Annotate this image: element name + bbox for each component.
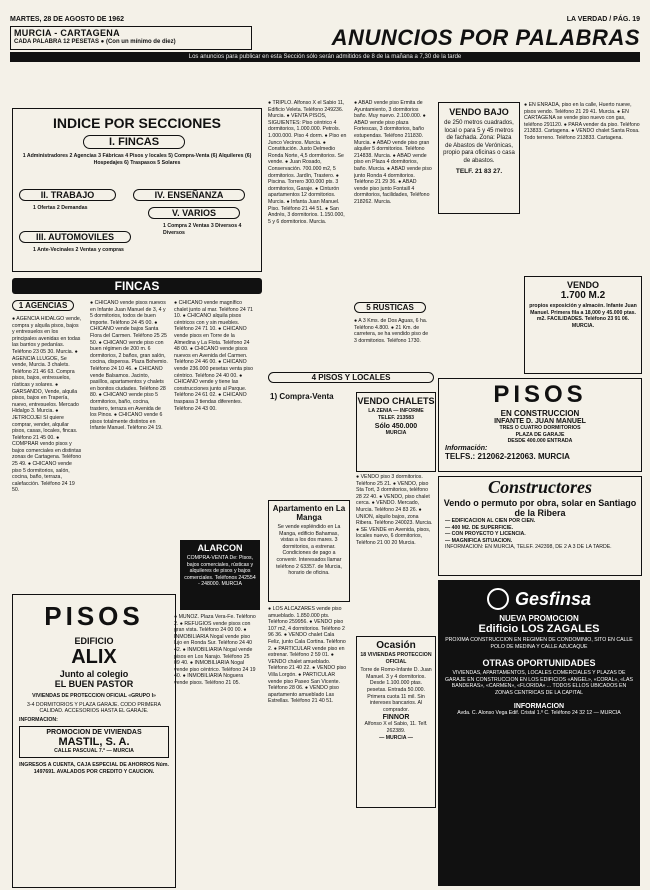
pisos-construccion-info: Información: [445,444,488,452]
fincas-bar [12,278,262,294]
gesfinsa-logo-row [438,588,640,610]
vendo-chalets-price: Sólo 450.000 [374,423,418,431]
apartamento-title: Apartamento en La Manga [272,504,346,522]
apartamento-body: Se vende espléndido en La Manga, edificio Bahamas, vistas a los dos mares. 3 dormitorios, a estrenar. Condiciones de pago a convenir. Interesados llamar teléfono 2 63357. de Murcia, horario de oficina. [276,524,342,577]
column-3-text: ● CHICANO vende magnífico chalet junto al mar. Teléfono 24 71 10. ● CHICANO alquila pisos céntricos con y sin muebles. Teléfono 24 71 10. ● CHICANO vende pisos en Torre de la Almedina y La Flota. Teléfono 24 48 00. ● CHICANO vende pisos nuevos en Avenida del Carmen. Teléfono 24 46 00. ● CHICANO vende 236.000 pesetas venta piso céntrico. Teléfono 24 40 00. ● CHICANO vende y tiene las construcciones junto al Parque. Teléfono 24 61 02. ● CHICANO traspasa 3 tiendas diferentes. Teléfono 24 43 00. [174,300,254,412]
agencias-label: 1 AGENCIAS [12,300,74,311]
pisos-alix-vivi: VIVIENDAS DE PROTECCION OFICIAL «GRUPO I» [32,693,156,699]
gesfinsa-body2: VIVIENDAS, APARTAMENTOS, LOCALES COMERCIALES Y PLAZAS DE GARAJE EN CONSTRUCCION EN LOS EDIFICIOS «ANGEL», «CORAL», «LAS BANDERAS», «CARMEN», «FLORIDA» ... TODOS ELLOS UBICADOS EN ZONAS CENTRICAS DE LA CAPITAL [445,670,633,696]
index-section-varios: V. VARIOS [148,207,240,219]
column-5-bottom: ● VENDO piso 3 dormitorios. Teléfono 25 21. ● VENDO, piso Sta Tort, 3 dormitorios, teléfono 28 22 40. ● VENDO, piso chalet cerca. ● VENDO. Mercado, Murcia. Teléfono 24 83 26. ● UNION, alquilo bajos, zona Ribera. Teléfono 240023. Murcia. ● SE VENDE en Avenida, pisos, locales nuevo, 6 dormitorios, Teléfono 21 00 20 Murcia. [356,474,433,546]
page-title: ANUNCIOS POR PALABRAS [331,25,640,50]
vendo-chalets-title: VENDO CHALETS [357,396,435,406]
pisos-construccion-line3: TRES O CUATRO DORMITORIOS [499,425,581,431]
ocasion-subtitle: 18 VIVIENDAS PROTECCION OFICIAL [360,652,432,665]
vendo-m2-body: propios exposición y almacén. Infante Juan Manuel. Primera fila a 18,000 y 45.000 ptas. m2. FACILIDADES. Teléfono 23 91 06. MURCIA. [529,303,637,329]
pisos-alix-box [12,594,176,888]
compra-venta-label: 1) Compra-Venta [270,392,334,401]
constructores-box [438,476,642,576]
pisos-alix-body: 3-4 DORMITORIOS Y PLAZA GARAJE. CODO PRIMERA CALIDAD. ACCESORIOS HASTA EL GARAJE. [26,701,162,715]
pisos-construccion-line1: EN CONSTRUCCION [500,409,580,418]
gesfinsa-logo: Gesfinsa [514,588,592,609]
alarcon-title: ALARCON [197,543,243,553]
vendo-chalets-box [356,392,436,472]
index-varios-items: 1 Compra 2 Ventas 3 Diversos 4 Diversos [163,223,242,236]
pisos-construccion-box [438,378,642,472]
gesfinsa-box [438,580,640,886]
vendo-bajo-box [438,102,520,214]
column-5-text: ● ABAD vende piso Ermita de Ayuntamiento, 3 dormitorios baño. Muy nuevo. 2.100.000. ● ABAD vende piso plaza Fortescas, 3 dormitorios, baño estupendas. Teléfono 211830. Murcia. ● ABAD vende piso gran alquiler 5 dormitorios. Teléfono 214838. Murcia. ● ABAD vende piso en Plaza 4 dormitorios, baño. Murcia. ● ABAD vende piso junto Ronda 4 dormitorios. Teléfono 21 29 36. ● ABAD vende piso junto Fontaill 4 dormitorios, facilidades, Teléfono 218262. Murcia. [354,100,432,205]
ocasion-address: Alfonso X el Sabio, 11. Telf. 262389. [364,721,428,734]
column-6-text: ● EN ENRADA, piso en la calle, Huerto nueve, pisos vendo. Teléfono 21 29 41. Murcia. ● EN CARTAGENA se vende piso nuevo con gas, teléfono 291120. ● PARA vender da piso. Teléfono 213833. Cartagena. ● VENDO chalet Santa Rosa. Todo terreno. Teléfono 213833. Cartagena. [524,102,640,141]
index-section-trabajo: II. TRABAJO [19,189,116,201]
alarcon-body: COMPRA-VENTA De: Pisos, bajos comerciales, rústicas y alquileres de pisos y bajos comerciales. Teléfonos 242554 - 248000. MURCIA [184,555,256,588]
pisos-alix-info: INFORMACION: [19,716,58,723]
pisos-locales-label: 4 PISOS Y LOCALES [268,372,434,383]
apartamento-box [268,500,350,602]
pisos-construccion-line2: INFANTE D. JUAN MANUEL [494,418,586,425]
fincas-label: FINCAS [114,279,160,293]
gesfinsa-otras: OTRAS OPORTUNIDADES [482,658,596,669]
gesfinsa-body: PROXIMA CONSTRUCCION EN REGIMEN DE CONDOMINIO, SITO EN CALLE POLO DE MEDINA Y CALLE AZUCAQUE [445,637,633,650]
pisos-construccion-line4: PLAZA DE GARAJE [515,431,565,438]
constructores-title: Constructores [487,477,593,497]
index-section-fincas: I. FINCAS [83,135,185,149]
pisos-alix-sub1: Junto al colegio [59,669,129,679]
pisos-alix-edificio: EDIFICIO [74,636,114,646]
vendo-bajo-title: VENDO BAJO [449,107,509,117]
constructores-b2: — 400 M2. DE SUPERFICIE. [445,524,514,531]
vendo-m2-price: 1.700 M.2 [560,290,606,301]
vendo-m2-title: VENDO [566,280,599,290]
gesfinsa-logo-icon [487,588,509,610]
mastil-promo: PROMOCION DE VIVIENDAS [46,729,142,737]
constructores-body: Vendo o permuto por obra, solar en Santiago de la Ribera [443,498,637,518]
vendo-chalets-location: LA ZENIA — INFORME TELEF. 213583 [368,408,424,421]
vendo-m2-box [524,276,642,374]
column-4-bottom: ● LOS ALCAZARES vende piso amueblado. 1.850.000 pts. Teléfono 259956. ● VENDO piso 107 m2, 4 dormitorios. Teléfono 2 96 36. ● VENDO chalet Cala Feliz, junto Cala Cortina. Teléfono 2. ● PARTICULAR vende piso en estrenar. Teléfono 2 59 01. ● VENDO chalet amueblado. Teléfono 21 40 22. ● VENDO piso Villa Lorgón. ● PARTICULAR vende piso Paseo San Vicente. Teléfono 28 06. ● VENDO piso apartamento amueblado Las Estrellas. Teléfono 21 40 51. [268,606,347,705]
gesfinsa-title: Edificio LOS ZAGALES [478,623,600,635]
rusticas-label: 5 RUSTICAS [354,302,426,313]
header-strip: Los anuncios para publicar en esta Sección sólo serán admitidos de 8 de la mañana a 7,30 de la tarde [10,52,640,62]
pisos-construccion-phones: TELFS.: 212062-212063. MURCIA [445,451,570,461]
index-section-automoviles: III. AUTOMOVILES [19,231,131,243]
mastil-name: MASTIL, S. A. [58,736,130,749]
index-section-ensenanza: IV. ENSEÑANZA [133,189,245,201]
ocasion-body: Torre de Romo-Infante D. Juan Manuel. 3 y 4 dormitorios. Desde 1.100.000 ptas. pesetas. Entrada 50.000. Primera cuota 11 mil. Sin intereses bancarios. Al comprador. [360,667,432,713]
index-title: INDICE POR SECCIONES [52,115,222,131]
word-price-label: CADA PALABRA 12 PESETAS ● (Con un mínimo de diez) [14,39,176,45]
ocasion-title: Ocasión [376,640,416,651]
constructores-info: INFORMACION: EN MURCIA, TELEF. 242398, DE 2 A 3 DE LA TARDE. [445,544,612,551]
ocasion-city: — MURCIA — [379,734,413,741]
pisos-alix-title: PISOS [44,601,144,631]
gesfinsa-info: INFORMACION [513,702,565,710]
vendo-chalets-city: MURCIA [385,430,407,437]
region-box [10,26,252,50]
index-box [12,108,262,272]
vendo-bajo-body: de 250 metros cuadrados, local o para 5 y 45 metros de fachada. Zona: Plaza de Abastos de Verónicas, propio para oficinas o casa de abastos. [443,120,515,164]
constructores-b3: — CON PROYECTO Y LICENCIA. [445,531,526,538]
pisos-alix-ingresos: INGRESOS A CUENTA, CAJA ESPECIAL DE AHORROS Núm. 1497691. AVALADOS POR CREDITO Y CAUCION. [19,761,169,775]
column-4-text: ● TRIPLO. Alfonso X el Sabio 11, Edificio Veleta. Teléfono 249236. Murcia. ● VENTA PISOS, SIGUIENTES: Piso céntrico 4 dormitorios, 1.000.000. Petrols. 1.000.000. Piso 4 dorm. ● Piso en Junco Vecinos. Murcia. ● Constitución. Justo Delmedio Ronda Norte, 4,5 dormitorios. Se vende. ● Juan Rosado, Conservación. 700.000 m2, 5 dormitorios. Jardín, Trastero. ● Piscina. Torrero 300.000 pts. 3 dormitorios, Garaje. ● Cinturón apartamentos 12 dormitorios. Murcia. ● Infanta Juan Manuel. Piso. Teléfono 21 44 51. ● San Andrés, 3 dormitorios. 1.150.000, 5 y 6 dormitorios. Murcia. [268,100,347,225]
mastil-address: CALLE PASCUAL 7.ª — MURCIA [54,748,134,755]
rusticas-items: ● A 3 Kms. de Dos Aguas, 6 ha. Teléfono 4.800. ● 21 Km. de carretera, se ha vendido piso de 3 dormitorios. Teléfono 1730. [354,318,429,344]
pisos-construccion-title: PISOS [493,381,587,408]
index-fincas-items: 1 Administradores 2 Agencias 3 Fábricas 4 Pisos y locales 5) Compra-Venta (6) Alquileres (6) Hospedajes 6) Traspasos 5 Solares [22,153,252,166]
header-paper: LA VERDAD / PÁG. 19 [566,16,640,23]
column-2-text: ● CHICANO vende pisos nuevos en Infante Juan Manuel de 3, 4 y 5 dormitorios, todos de buen importe. Teléfono 24 45 00. ● CHICANO vende bajos Santa Flora del Carmen. Teléfono 25 25 50. ● CHICANO vende piso con buen régimen de 200 m. 6 dormitorios, 2 baños, gran salón, cocina, dispensa. Plaza Bohemio. Teléfono 24 10 46. ● CHICANO vende Balsamos. Jacinto, pasillos, apartamentos y chalets en bonitos ciudades. Teléfono 28 80. ● CHICANO vende piso 5 dormitorios, baño, cocina, trastero, terraza en Avenida de los Pinos. ● CHICANO vende 6 pisos totalmente distintos en Infante Manuel. Teléfono 24 19. [90,300,168,432]
ocasion-name: FINNOR [382,714,410,722]
pisos-alix-name: ALIX [71,646,117,668]
index-automoviles-items: 1 Ante-Vecinales 2 Ventas y compras [33,247,124,253]
ocasion-box [356,636,436,808]
gesfinsa-promo: NUEVA PROMOCION [499,614,579,623]
vendo-bajo-phone: TELF. 21 83 27. [455,168,503,175]
column-1-text: ● AGENCIA HIDALGO vende, compra y alquila pisos, bajos y entresuelos en los principales avenidas en todas las barrios y pedanías. Teléfono 23 05 30. Murcia. ● AGENCIA LLUGOE, Se vende, Murcia. 3 chalets. Teléfono 21 46 63. Compra pisos, bajos, entresuelos, rústicas y solares. ● GARSANDO, Vende, alquila pisos, bajos en Trapería, nuevo, entresuelos. Mercado Hidalgo 3. Murcia. ● JETRICOJEI SI quiere comprar, vender, alquilar pisos, casas, locales, fincas. Teléfono 21 45 00. ● COMPRAR vendo pisos y bajos comerciales en distintas zonas de Cartagena. Teléfono 25 49. ● CHICANO vende piso 5 dormitorios, salón, cocina, baño, terraza, calefacción. Teléfono 24 19 50. [12,316,82,494]
mastil-box [19,726,169,758]
region-label: MURCIA - CARTAGENA [14,28,120,38]
column-3-bottom: ● MUÑOZ. Plaza Vera-Fe. Teléfono 2. ● REFUGIOS vende pisos con gran vista. Teléfono 24 00 00. ● INMOBILIARIA Nogal vende piso lujo en Ronda Sur. Teléfono 24 40 42. ● INMOBILIARIA Nogal vende pisos en Los Narajo. Teléfono 25 09 40. ● INMOBILIARIA Nogal vende piso céntrico. Teléfono 24 19 40. ● INMOBILIARIA Noguera vende pisos. Teléfono 21 05. [174,614,256,686]
alarcon-box [180,540,260,610]
pisos-alix-sub2: EL BUEN PASTOR [54,679,134,689]
constructores-b4: — MAGNIFICA SITUACION. [445,537,513,544]
gesfinsa-address: Avda. C. Alonso Vega Edif. Cristal 1.º C. Teléfono 24 32 12 — MURCIA [457,709,621,716]
header-date: MARTES, 28 DE AGOSTO DE 1962 [10,16,124,23]
pisos-construccion-line5: DESDE 400.000 ENTRADA [507,438,573,445]
index-trabajo-items: 1 Ofertas 2 Demandas [33,205,88,211]
constructores-b1: — EDIFICACION AL CIEN POR CIEN. [445,518,536,524]
